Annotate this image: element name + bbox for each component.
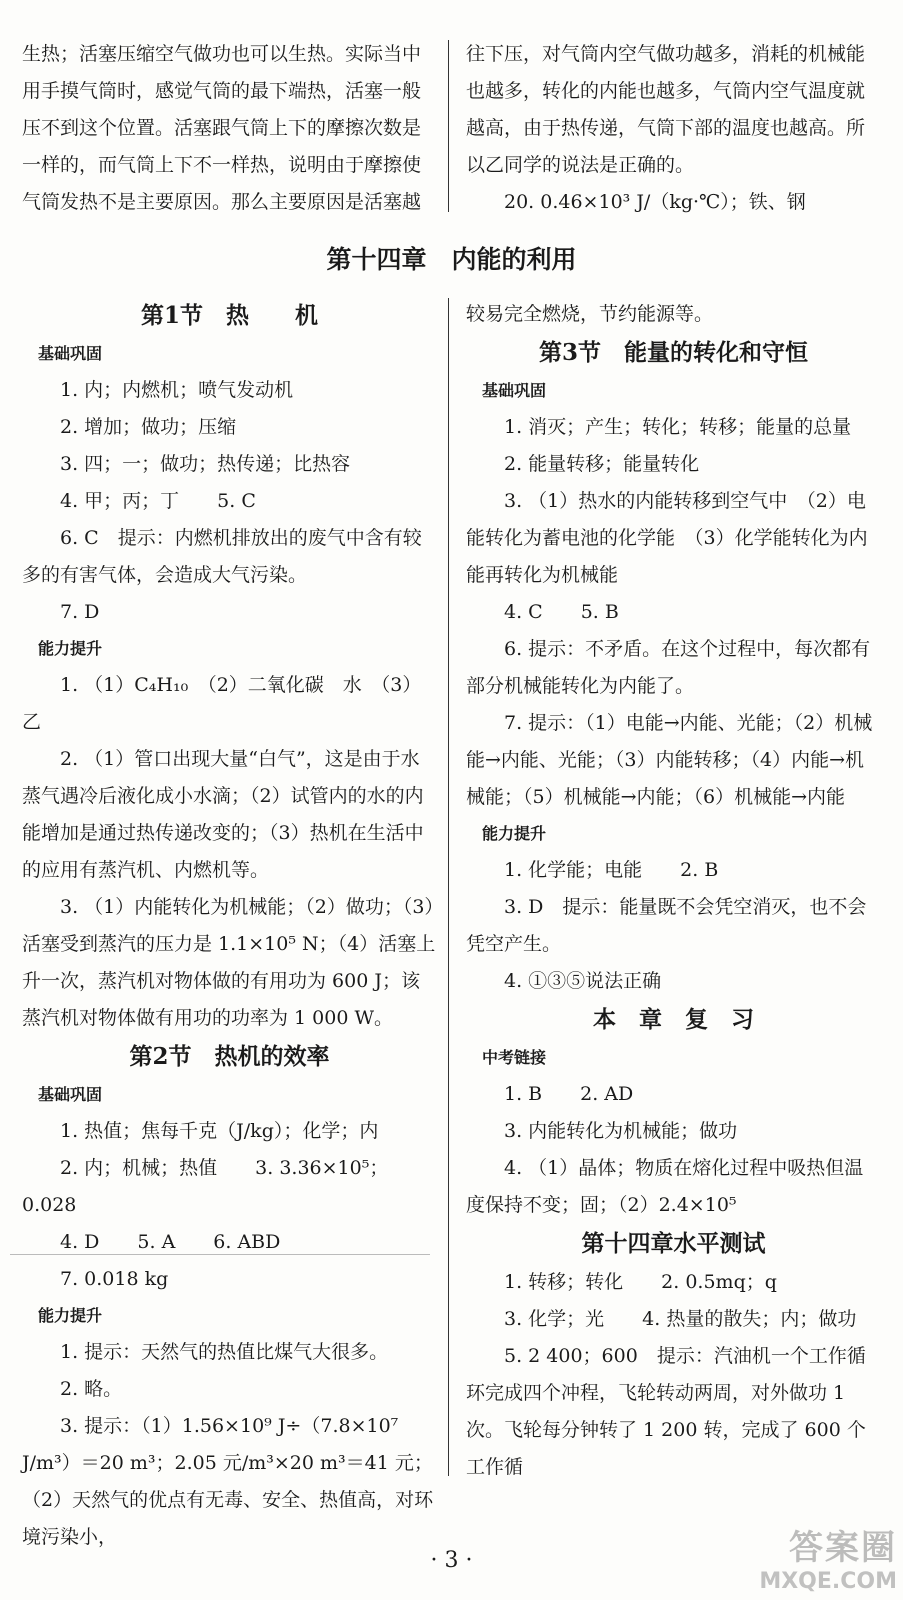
answer-line: 2. 略。 (60, 1378, 123, 1400)
text-line: 一样的，而气筒上下不一样热，说明由于摩擦使 (22, 154, 422, 176)
subsection-heading: 基础巩固 (482, 381, 547, 400)
answer-line: 4. （1）晶体；物质在熔化过程中吸热但温度保持不变；固；（2）2.4×10⁵ (466, 1157, 864, 1216)
text-line: 20. 0.46×10³ J/（kg·℃）；铁、钢 (504, 191, 806, 213)
answer-line: 3. （1）热水的内能转移到空气中 （2）电能转化为蓄电池的化学能 （3）化学能转化为内能再转化为机械能 (466, 490, 868, 586)
answer-line: 较易完全燃烧，节约能源等。 (466, 303, 714, 325)
column-divider-top (448, 40, 449, 212)
answer-line: 2. 能量转移；能量转化 (504, 453, 700, 475)
answer-line: 4. C 5. B (504, 601, 619, 623)
answer-line: 6. C 提示：内燃机排放出的废气中含有较多的有害气体，会造成大气污染。 (22, 527, 422, 586)
text-line: 气筒发热不是主要原因。那么主要原因是活塞越 (22, 191, 422, 213)
answer-line: 1. 内；内燃机；喷气发动机 (60, 379, 294, 401)
text-line: 用手摸气筒时，感觉气筒的最下端热，活塞一般 (22, 80, 422, 102)
answer-line: 1. 消灭；产生；转化；转移；能量的总量 (504, 416, 852, 438)
text-line: 往下压，对气筒内空气做功越多，消耗的机械能 (466, 43, 866, 65)
answer-line: 4. ①③⑤说法正确 (504, 970, 662, 992)
column-divider-main (448, 298, 449, 1476)
section-title: 本 章 复 习 (593, 1006, 754, 1033)
answer-line: 6. 提示：不矛盾。在这个过程中，每次都有部分机械能转化为内能了。 (466, 638, 871, 697)
answer-line: 4. 甲；丙；丁 5. C (60, 490, 256, 512)
answer-line: 1. 化学能；电能 2. B (504, 859, 719, 881)
subsection-heading: 能力提升 (38, 639, 103, 658)
subsection-heading: 能力提升 (482, 824, 547, 843)
right-column (466, 296, 881, 1486)
text-line: 生热；活塞压缩空气做功也可以生热。实际当中 (22, 43, 422, 65)
watermark-url: MXQE.COM (759, 1569, 897, 1594)
answer-line: 1. B 2. AD (504, 1083, 634, 1105)
answer-line: 2. 内；机械；热值 3. 3.36×10⁵；0.028 (22, 1157, 389, 1216)
subsection-heading: 能力提升 (38, 1306, 103, 1325)
chapter-title: 第十四章 内能的利用 (326, 245, 577, 274)
answer-line: 3. 四；一；做功；热传递；比热容 (60, 453, 351, 475)
answer-line: 1. 热值；焦每千克（J/kg）；化学；内 (60, 1120, 379, 1142)
watermark-logo (759, 1520, 897, 1594)
answer-line: 1. 提示：天然气的热值比煤气大很多。 (60, 1341, 389, 1363)
answer-line: 3. 化学；光 4. 热量的散失；内；做功 (504, 1308, 857, 1330)
subsection-heading: 中考链接 (482, 1048, 547, 1067)
answer-line: 7. D (60, 601, 100, 623)
answer-line: 3. 内能转化为机械能；做功 (504, 1120, 738, 1142)
section-title: 第1节 热 机 (140, 302, 318, 329)
left-column (22, 296, 437, 1556)
subsection-heading: 基础巩固 (38, 1085, 103, 1104)
answer-line: 3. D 提示：能量既不会凭空消灭，也不会凭空产生。 (466, 896, 867, 955)
section-title: 第3节 能量的转化和守恒 (538, 339, 808, 366)
answer-line: 2. （1）管口出现大量“白气”，这是由于水蒸气遇冷后液化成小水滴；（2）试管内的水的内能增加是通过热传递改变的；（3）热机在生活中的应用有蒸汽机、内燃机等。 (22, 748, 424, 881)
text-line: 压不到这个位置。活塞跟气筒上下的摩擦次数是 (22, 117, 422, 139)
section-title: 第2节 热机的效率 (129, 1043, 330, 1070)
answer-line: 1. （1）C₄H₁₀ （2）二氧化碳 水 （3）乙 (22, 674, 422, 733)
text-line: 越高，由于热传递，气筒下部的温度也越高。所 (466, 117, 866, 139)
top-left-column (22, 36, 437, 221)
divider-rule (10, 1254, 430, 1255)
answer-line: 3. （1）内能转化为机械能；（2）做功；（3）活塞受到蒸汽的压力是 1.1×10⁵ N；（4）活塞上升一次，蒸汽机对物体做的有用功为 600 J；该蒸汽机对物体做有用功的功率为 1 000 W。 (22, 896, 436, 1029)
subsection-heading: 基础巩固 (38, 344, 103, 363)
page-number: · 3 · (430, 1548, 473, 1573)
answer-line: 5. 2 400；600 提示：汽油机一个工作循环完成四个冲程，飞轮转动两周，对外做功 1 次。飞轮每分钟转了 1 200 转，完成了 600 个工作循 (466, 1345, 866, 1478)
text-line: 也越多，转化的内能也越多，气筒内空气温度就 (466, 80, 866, 102)
answer-line: 1. 转移；转化 2. 0.5mq；q (504, 1271, 777, 1293)
section-title: 第十四章水平测试 (581, 1230, 766, 1257)
answer-line: 3. 提示：（1）1.56×10⁹ J÷（7.8×10⁷ J/m³）＝20 m³；2.05 元/m³×20 m³＝41 元；（2）天然气的优点有无毒、安全、热值高，对环境污染小， (22, 1415, 434, 1548)
answer-line: 2. 增加；做功；压缩 (60, 416, 237, 438)
top-right-column (466, 36, 881, 221)
answer-line: 7. 0.018 kg (60, 1268, 169, 1290)
watermark-text: 答案圈 (789, 1528, 897, 1568)
answer-line: 4. D 5. A 6. ABD (60, 1231, 281, 1253)
answer-line: 7. 提示：（1）电能→内能、光能；（2）机械能→内能、光能；（3）内能转移；（4）内能→机械能；（5）机械能→内能；（6）机械能→内能 (466, 712, 873, 808)
text-line: 以乙同学的说法是正确的。 (466, 154, 695, 176)
